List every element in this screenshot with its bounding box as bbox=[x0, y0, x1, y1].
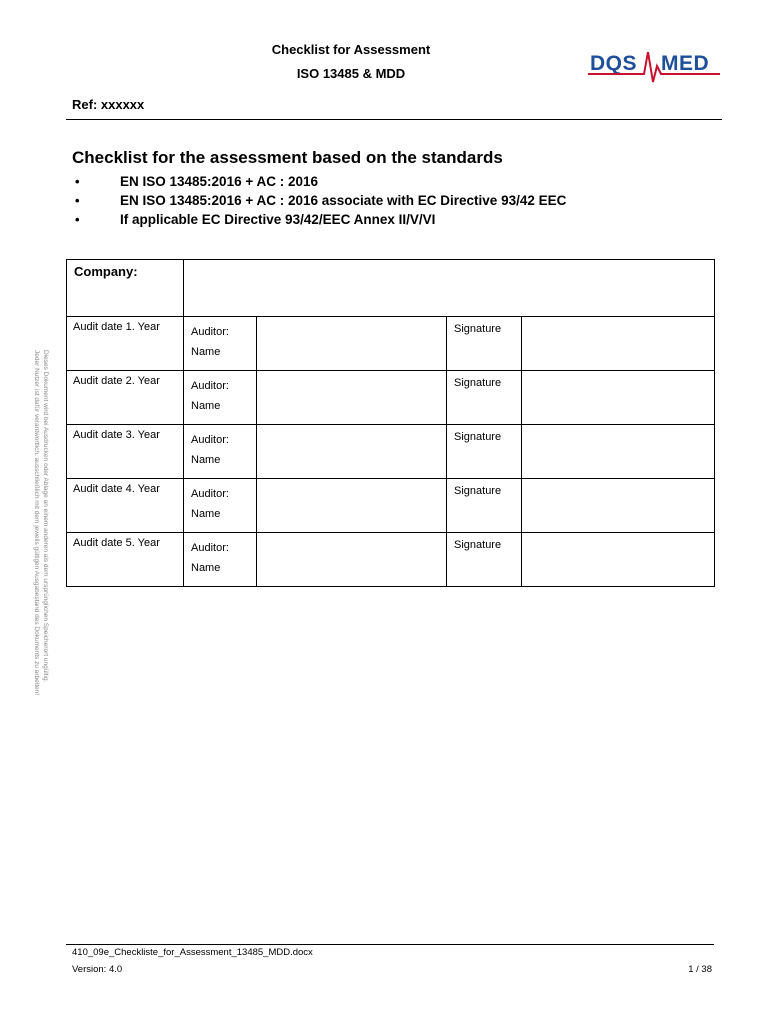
signature-field[interactable] bbox=[522, 479, 715, 533]
auditor-name-field[interactable] bbox=[257, 533, 447, 587]
company-label: Company: bbox=[67, 260, 184, 317]
auditor-label: Auditor: Name bbox=[184, 479, 257, 533]
logo-text-med: MED bbox=[661, 52, 710, 75]
table-row bbox=[67, 317, 715, 371]
standard-item: • EN ISO 13485:2016 + AC : 2016 associate with EC Directive 93/42 EEC bbox=[75, 193, 567, 208]
auditor-name-field[interactable] bbox=[257, 479, 447, 533]
signature-field[interactable] bbox=[522, 317, 715, 371]
auditor-name-field[interactable] bbox=[257, 425, 447, 479]
reference-number: Ref: xxxxxx bbox=[72, 97, 145, 112]
signature-label: Signature bbox=[447, 371, 522, 425]
document-title: Checklist for Assessment bbox=[271, 42, 431, 57]
validity-notice bbox=[28, 350, 50, 770]
footer-version: Version: 4.0 bbox=[72, 964, 123, 975]
company-row bbox=[67, 260, 715, 317]
bullet-icon: • bbox=[75, 212, 80, 227]
bullet-icon: • bbox=[75, 174, 80, 189]
footer-filename: 410_09e_Checkliste_for_Assessment_13485_MDD.docx bbox=[72, 947, 313, 958]
validity-notice-line1: Dieses Dokument wird bei Ausdrucken oder Ablage an einem anderen als dem ursprünglichen Speicherort ungültig. bbox=[42, 350, 49, 683]
audit-year-label: Audit date 5. Year bbox=[67, 533, 184, 587]
standard-item: • If applicable EC Directive 93/42/EEC Annex II/V/VI bbox=[75, 212, 436, 227]
standard-item: • EN ISO 13485:2016 + AC : 2016 bbox=[75, 174, 318, 189]
audit-year-label: Audit date 3. Year bbox=[67, 425, 184, 479]
validity-notice-line2: Jeder Nutzer ist dafür verantwortlich, ausschließlich mit dem jeweils gültigen Ausgabestand des Dokuments zu arbeiten! bbox=[33, 350, 40, 696]
logo-text-dqs: DQS bbox=[590, 52, 638, 75]
table-row bbox=[67, 533, 715, 587]
page-number: 1 / 38 bbox=[688, 964, 712, 975]
document-subtitle: ISO 13485 & MDD bbox=[296, 66, 406, 81]
audit-year-label: Audit date 1. Year bbox=[67, 317, 184, 371]
audit-table bbox=[66, 259, 715, 587]
auditor-label: Auditor: Name bbox=[184, 533, 257, 587]
signature-field[interactable] bbox=[522, 371, 715, 425]
table-row bbox=[67, 425, 715, 479]
dqs-med-logo bbox=[588, 44, 720, 84]
audit-year-label: Audit date 4. Year bbox=[67, 479, 184, 533]
table-row bbox=[67, 371, 715, 425]
signature-field[interactable] bbox=[522, 425, 715, 479]
section-heading: Checklist for the assessment based on the standards bbox=[72, 148, 503, 167]
header-divider bbox=[66, 119, 722, 120]
signature-label: Signature bbox=[447, 533, 522, 587]
auditor-name-field[interactable] bbox=[257, 371, 447, 425]
bullet-icon: • bbox=[75, 193, 80, 208]
signature-field[interactable] bbox=[522, 533, 715, 587]
auditor-label: Auditor: Name bbox=[184, 425, 257, 479]
auditor-name-field[interactable] bbox=[257, 317, 447, 371]
signature-label: Signature bbox=[447, 425, 522, 479]
auditor-label: Auditor: Name bbox=[184, 317, 257, 371]
signature-label: Signature bbox=[447, 317, 522, 371]
auditor-label: Auditor: Name bbox=[184, 371, 257, 425]
signature-label: Signature bbox=[447, 479, 522, 533]
company-field[interactable] bbox=[184, 260, 715, 317]
audit-year-label: Audit date 2. Year bbox=[67, 371, 184, 425]
table-row bbox=[67, 479, 715, 533]
standards-list bbox=[72, 172, 566, 229]
footer-divider bbox=[66, 944, 714, 945]
